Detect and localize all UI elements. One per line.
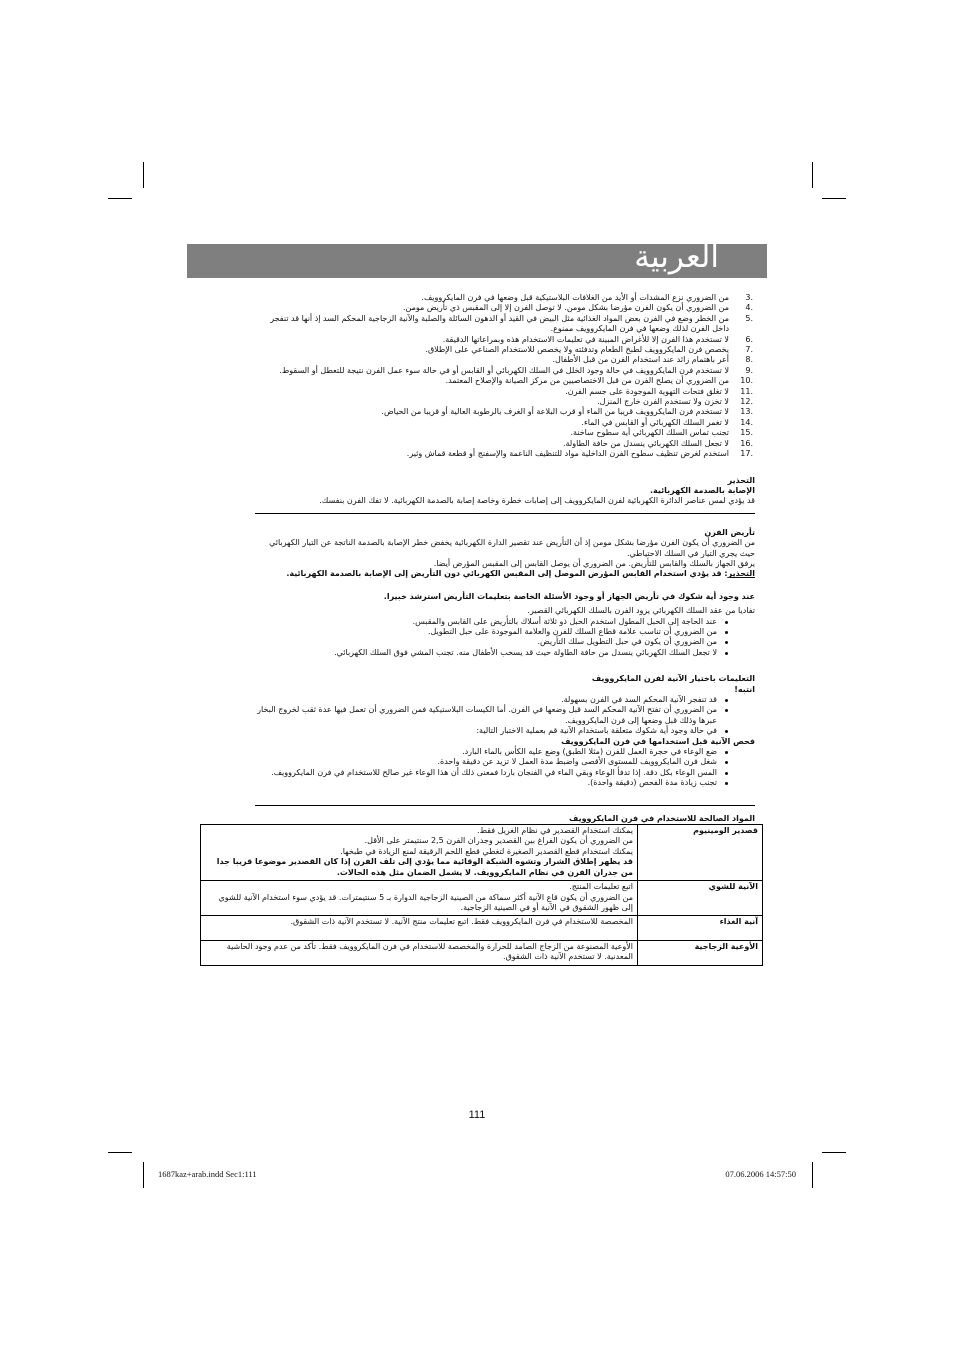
bullet-item: تجنب زيادة مدة الفحص (دقيقة واحدة). — [255, 778, 755, 788]
material-line: الأوعية المصنوعة من الزجاج الصامد للحرارة والمخصصة للاستخدام في فرن المايكروويف فقط. تأكد من عدم وجود الحاشية المعدنية. لا تستخدم الآنية ذات الشقوق. — [226, 941, 633, 962]
item-number: 12. — [740, 397, 753, 407]
bullet-item: شغل فرن المايكروويف للمستوى الأقصى واضبط مدة العمل لا تزيد عن دقيقة واحدة. — [255, 757, 755, 767]
item-number: 6. — [745, 334, 753, 344]
list-item — [255, 397, 755, 407]
table-row — [201, 881, 763, 916]
bullet-item: المس الوعاء بكل دقة. إذا تدفأ الوعاء وبقي الماء في الفنجان باردا فمعنى ذلك أن هذا الوعاء غير صالح للاستخدام في فرن المايكروويف. — [255, 768, 755, 778]
warning-subheading: الإصابة بالصدمة الكهربائية. — [649, 485, 755, 495]
list-item — [255, 449, 755, 459]
doubts-bullets — [255, 617, 755, 659]
item-text: من الخطر وضع في الفرن بعض المواد الغذائية مثل البيض في القيد أو الدهون السائلة والصلبة والآنية الزجاجية المحكم السد إذ أنها قد تنفجر داخل الفرن لذلك وضعها في فرن المايكروويف ممنوع. — [270, 313, 729, 334]
crop-mark-bottom-right — [812, 1162, 813, 1188]
item-number: 15. — [740, 428, 753, 438]
cookware-section — [255, 674, 755, 788]
list-item — [255, 355, 755, 365]
list-item — [255, 418, 755, 428]
crop-mark-top-left-h — [108, 198, 132, 199]
bullet-item: لا تجعل السلك الكهربائي ينسدل من حافة الطاولة حيث قد يسحب الأطفال منه. تجنب المشي فوق السلك الكهربائي. — [255, 648, 755, 658]
list-item — [255, 314, 755, 335]
item-text: من الضروري أن يكون الفرن مؤرضا بشكل مومن. لا توصل الفرن إلا إلى المقبس ذي تأريض مومن. — [402, 303, 729, 313]
item-text: لا تستخدم فرن المايكروويف قريبا من الماء أو قرب البلاعة أو الغرف بالرطوبة العالية أو قريبا من الحياض. — [381, 407, 729, 417]
grounding-section — [255, 528, 755, 580]
item-text: لا تستخدم فرن المايكروويف في حالة وجود الخلل في السلك الكهربائي أو القابس أو في حالة سوء عمل الفرن نتيجة للتعطل أو السقوط. — [279, 365, 729, 375]
doubts-section — [255, 592, 755, 658]
material-warning: قد يظهر إطلاق الشرار وتشوه الشبكة الوقائية مما يؤدي إلى تلف الفرن إذا كان القصدير موضوعا قريبا جدا من جدران الفرن في نظام المايكروويف. لا يشمل الضمان مثل هذه الحالات. — [216, 857, 633, 877]
item-text: لا تغمر السلك الكهربائي أو القابس في الماء. — [581, 417, 729, 427]
cookware-bullets — [255, 695, 755, 737]
warning-text: قد يؤدي لمس عناصر الدائرة الكهربائية لفرن المايكروويف إلى إصابات خطرة وخاصة إصابة بالصدمة الكهربائية. لا تفك الفرن بنفسك. — [319, 496, 755, 506]
material-description — [201, 881, 638, 916]
page-number: 111 — [468, 1109, 486, 1121]
warning-section — [255, 476, 755, 507]
item-number: 7. — [745, 345, 753, 355]
material-name: الأوعية الزجاجية — [638, 940, 763, 965]
crop-mark-bottom-right-h — [822, 1152, 846, 1153]
item-number: 5. — [745, 313, 753, 323]
bullet-item: ضع الوعاء في حجرة العمل للفرن (مثلا الطبق) وضع عليه الكأس بالماء البارد. — [255, 747, 755, 757]
item-number: 9. — [745, 365, 753, 375]
cookware-test-bullets — [255, 747, 755, 789]
list-item — [255, 387, 755, 397]
item-number: 4. — [745, 303, 753, 313]
item-text: من الضروري أن يصلح الفرن من قبل الاختصاصيين من مركز الصيانة والإصلاح المعتمد. — [445, 376, 729, 386]
cookware-heading: التعليمات باختيار الآنية لفرن المايكروويف — [591, 674, 755, 684]
list-item — [255, 345, 755, 355]
grounding-warning — [255, 569, 755, 579]
item-text: أعر باهتمام زائد عند استخدام الفرن من قبل الأطفال. — [552, 355, 729, 365]
bullet-item: قد تنفجر الآنية المحكم السد في الفرن بسهولة. — [255, 695, 755, 705]
crop-mark-bottom-left-h — [108, 1152, 132, 1153]
grounding-warning-text: : قد يؤدي استخدام القابس المؤرض الموصل إلى المقبس الكهربائي دون التأريض إلى الإصابة بالصدمة الكهربائية. — [286, 569, 728, 579]
item-text: لا تغلق فتحات التهوية الموجودة على جسم الفرن. — [565, 386, 729, 396]
material-description — [201, 940, 638, 965]
material-line: المخصصة للاستخدام في فرن المايكروويف فقط. اتبع تعليمات منتج الآنية. لا تستخدم الآنية ذات الشقوق. — [290, 917, 633, 927]
material-description — [201, 916, 638, 940]
bullet-item: من الضروري أن تناسب علامة قطاع السلك للفرن والعلامة الموجودة على حبل التطويل. — [255, 627, 755, 637]
crop-mark-top-right — [812, 162, 813, 188]
grounding-line1: من الضروري أن يكون الفرن مؤرضا بشكل مومن إذ أن التأريض عند تقصير الدارة الكهربائية يخفض خطر الإصابة بالصدمة الناتجة عن التيار الكهربائي حيث يجري التيار في السلك الاحتياطي. — [269, 538, 755, 558]
materials-table — [200, 824, 763, 965]
footer-file-info: 1687kaz+arab.indd Sec1:111 — [158, 1169, 257, 1179]
crop-mark-top-right-h — [822, 198, 846, 199]
item-number: 14. — [740, 417, 753, 427]
materials-heading: المواد الصالحة للاستخدام في فرن المايكروويف — [569, 813, 755, 823]
material-line: من الضروري أن يكون الفراغ بين القصدير وجدران الفرن 2,5 سنتيمتر على الأقل. — [364, 836, 633, 846]
list-item — [255, 376, 755, 386]
page-title: العربية — [634, 239, 719, 275]
item-text: تجنب تماس السلك الكهربائي أية سطوح ساخنة. — [570, 428, 729, 438]
table-row — [201, 940, 763, 965]
list-item — [255, 407, 755, 417]
grounding-heading: تأريض الفرن — [704, 527, 755, 537]
content — [216, 293, 758, 966]
warning-heading: التحذير — [727, 475, 755, 485]
material-name: الآنية للشوي — [638, 881, 763, 916]
material-line: يمكنك استخدام قطع القصدير الصغيرة لتغطي قطع اللحم الرقيقة لمنع الزيادة في طبخها. — [340, 846, 633, 856]
list-item — [255, 428, 755, 438]
bullet-item: من الضروري أن تفتح الآنية المحكم السد قبل وضعها في الفرن. أما الكيسات البلاستيكية فمن الضروري أن تعمل فيها عدة ثقب لخروج البخار عبرها وذلك قبل وضعها إلى فرن المايكروويف. — [255, 705, 755, 726]
footer-timestamp: 07.06.2006 14:57:50 — [725, 1169, 796, 1179]
material-line: من الضروري أن يكون قاع الآنية أكثر سماكة من الصينية الزجاجية الدوارة بـ 5 سنتيمترات. قد يؤدي سوء استخدام الآنية للشوي إلى ظهور الشقوق في الآنية أو في الصينية الزجاجية. — [218, 892, 633, 912]
list-item — [255, 303, 755, 313]
item-number: 10. — [740, 376, 753, 386]
table-row — [201, 916, 763, 940]
item-text: استخدم لغرض تنظيف سطوح الفرن الداخلية مواد للتنظيف الناعمة والإسفنج أو قطعة قماش وثير. — [406, 449, 729, 459]
table-row — [201, 825, 763, 881]
grounding-warning-label: التحذير — [727, 569, 755, 579]
doubts-heading: عند وجود أية شكوك في تأريض الجهاز أو وجود الأسئلة الخاصة بتعليمات التأريض استرشد خبيرا. — [383, 591, 755, 601]
item-number: 3. — [745, 293, 753, 302]
material-line: يمكنك استخدام القصدير في نظام الغريل فقط. — [477, 826, 633, 836]
bullet-item: عند الحاجة إلى الحبل المطول استخدم الحبل ذو ثلاثة أسلاك بالتأريض على القابس والمقبس. — [255, 617, 755, 627]
item-text: من الضروري نزع المشدات أو الأيد من الغلافات البلاستيكية قبل وضعها في فرن المايكروويف. — [421, 293, 729, 302]
bullet-item: من الضروري أن يكون في حبل التطويل سلك التأريض. — [255, 637, 755, 647]
doubts-intro: تفاديا من عقد السلك الكهربائي يزود الفرن بالسلك الكهربائي القصير. — [527, 606, 755, 616]
item-number: 13. — [740, 407, 753, 417]
item-number: 17. — [740, 449, 753, 459]
crop-mark-top-left — [143, 162, 144, 188]
material-name: قصدير الومينيوم — [638, 825, 763, 881]
material-line: اتبع تعليمات المنتج. — [569, 882, 633, 892]
item-text: لا تخزن ولا تستخدم الفرن خارج المنزل. — [597, 397, 729, 407]
material-description — [201, 825, 638, 881]
cookware-attention: انتبه! — [734, 684, 755, 694]
list-item — [255, 293, 755, 303]
bullet-item: في حالة وجود أية شكوك متعلقة باستخدام الآنية قم بعملية الاختبار التالية: — [255, 726, 755, 736]
title-banner — [187, 239, 767, 278]
item-number: 8. — [745, 355, 753, 365]
grounding-line2: يرفق الجهاز بالسلك والقابس للتأريض. من الضروري أن يوصل القابس إلى المقبس المؤرض أيضا. — [433, 558, 755, 568]
crop-mark-bottom-left — [143, 1162, 144, 1188]
list-item — [255, 335, 755, 345]
material-name: آنية الغذاء — [638, 916, 763, 940]
item-number: 16. — [740, 438, 753, 448]
item-text: لا تستخدم هذا الفرن إلا للأغراض المبينة في تعليمات الاستخدام هذه وبمراعاتها الدقيقة. — [442, 334, 729, 344]
item-text: يخصص فرن المايكروويف لطبخ الطعام وتدفئته ولا يخصص للاستخدام الصناعي على الإطلاق. — [425, 345, 729, 355]
cookware-test-heading: فحص الآنية قبل استخدامها في فرن المايكروويف — [561, 736, 755, 746]
list-item — [255, 439, 755, 449]
list-item — [255, 366, 755, 376]
safety-instructions-list — [255, 293, 755, 460]
materials-section — [216, 813, 758, 966]
item-number: 11. — [740, 386, 753, 396]
item-text: لا تجعل السلك الكهربائي ينسدل من حافة الطاولة. — [562, 438, 729, 448]
